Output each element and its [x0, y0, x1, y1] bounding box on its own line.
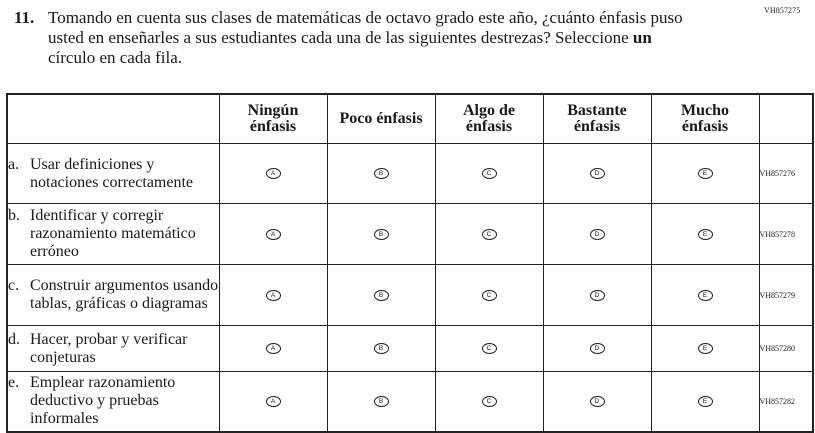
row-text: Emplear razonamiento deductivo y pruebas informales [30, 374, 176, 428]
row-letter: c. [8, 277, 20, 294]
row-text: Hacer, probar y verificar conjeturas [30, 330, 188, 366]
option-cell-a[interactable] [219, 204, 327, 265]
bubble-e[interactable]: E [698, 396, 713, 407]
option-cell-e[interactable] [651, 372, 759, 432]
bubble-e[interactable]: E [698, 343, 713, 354]
question-text-emphasis: un [632, 28, 652, 47]
bubble-d[interactable]: D [590, 396, 605, 407]
bubble-c[interactable]: C [482, 290, 497, 301]
row-letter: a. [8, 155, 20, 173]
row-label [7, 144, 219, 204]
option-cell-a[interactable] [219, 144, 327, 204]
bubble-b[interactable]: B [374, 343, 389, 354]
row-code: VH857279 [759, 265, 813, 326]
column-header-ningun: Ningún énfasis [219, 94, 327, 144]
question-text-part1: Tomando en cuenta sus clases de matemáticas de octavo grado este año, ¿cuánto énfasis puso usted en enseñarles a sus estudiantes cada una de las siguientes destrezas? Seleccione [48, 8, 683, 47]
bubble-a[interactable]: A [266, 396, 281, 407]
option-cell-e[interactable] [651, 204, 759, 265]
row-label [7, 372, 219, 432]
option-cell-d[interactable] [543, 326, 651, 372]
row-label [7, 265, 219, 326]
bubble-c[interactable]: C [482, 396, 497, 407]
row-code: VH857282 [759, 372, 813, 432]
column-header-mucho: Mucho énfasis [651, 94, 759, 144]
option-cell-c[interactable] [435, 144, 543, 204]
option-cell-d[interactable] [543, 372, 651, 432]
item-code: VH857275 [764, 6, 801, 15]
bubble-b[interactable]: B [374, 396, 389, 407]
column-header-bastante: Bastante énfasis [543, 94, 651, 144]
option-cell-b[interactable] [327, 265, 435, 326]
option-cell-a[interactable] [219, 265, 327, 326]
bubble-d[interactable]: D [590, 168, 605, 179]
option-cell-d[interactable] [543, 265, 651, 326]
table-row [7, 326, 813, 372]
bubble-c[interactable]: C [482, 229, 497, 240]
option-cell-a[interactable] [219, 326, 327, 372]
row-letter: e. [8, 374, 20, 392]
response-grid [6, 93, 814, 433]
table-row [7, 144, 813, 204]
column-header-poco: Poco énfasis [327, 94, 435, 144]
option-cell-b[interactable] [327, 204, 435, 265]
row-letter: b. [8, 207, 20, 224]
row-code: VH857280 [759, 326, 813, 372]
bubble-d[interactable]: D [590, 229, 605, 240]
option-cell-c[interactable] [435, 326, 543, 372]
table-row [7, 204, 813, 265]
header-blank-cell [7, 94, 219, 144]
column-header-algo: Algo de énfasis [435, 94, 543, 144]
row-code: VH857276 [759, 144, 813, 204]
option-cell-c[interactable] [435, 372, 543, 432]
bubble-a[interactable]: A [266, 229, 281, 240]
option-cell-b[interactable] [327, 326, 435, 372]
bubble-e[interactable]: E [698, 290, 713, 301]
option-cell-c[interactable] [435, 265, 543, 326]
bubble-c[interactable]: C [482, 343, 497, 354]
option-cell-e[interactable] [651, 265, 759, 326]
bubble-b[interactable]: B [374, 229, 389, 240]
option-cell-b[interactable] [327, 372, 435, 432]
option-cell-b[interactable] [327, 144, 435, 204]
question-text [48, 8, 688, 68]
option-cell-d[interactable] [543, 204, 651, 265]
option-cell-c[interactable] [435, 204, 543, 265]
row-letter: d. [8, 330, 20, 348]
header-code-cell [759, 94, 813, 144]
option-cell-d[interactable] [543, 144, 651, 204]
bubble-e[interactable]: E [698, 229, 713, 240]
row-code: VH857278 [759, 204, 813, 265]
row-label [7, 204, 219, 265]
bubble-d[interactable]: D [590, 343, 605, 354]
bubble-d[interactable]: D [590, 290, 605, 301]
row-text: Identificar y corregir razonamiento matemático erróneo [30, 207, 196, 260]
bubble-a[interactable]: A [266, 343, 281, 354]
row-text: Construir argumentos usando tablas, gráficas o diagramas [30, 277, 219, 312]
bubble-b[interactable]: B [374, 168, 389, 179]
header-row [7, 94, 813, 144]
option-cell-e[interactable] [651, 326, 759, 372]
row-label [7, 326, 219, 372]
question-text-part2: círculo en cada fila. [48, 48, 183, 67]
bubble-e[interactable]: E [698, 168, 713, 179]
table-row [7, 372, 813, 432]
option-cell-a[interactable] [219, 372, 327, 432]
row-text: Usar definiciones y notaciones correctamente [30, 155, 194, 191]
bubble-a[interactable]: A [266, 168, 281, 179]
option-cell-e[interactable] [651, 144, 759, 204]
table-row [7, 265, 813, 326]
bubble-c[interactable]: C [482, 168, 497, 179]
question-number: 11. [14, 8, 35, 27]
bubble-a[interactable]: A [266, 290, 281, 301]
bubble-b[interactable]: B [374, 290, 389, 301]
